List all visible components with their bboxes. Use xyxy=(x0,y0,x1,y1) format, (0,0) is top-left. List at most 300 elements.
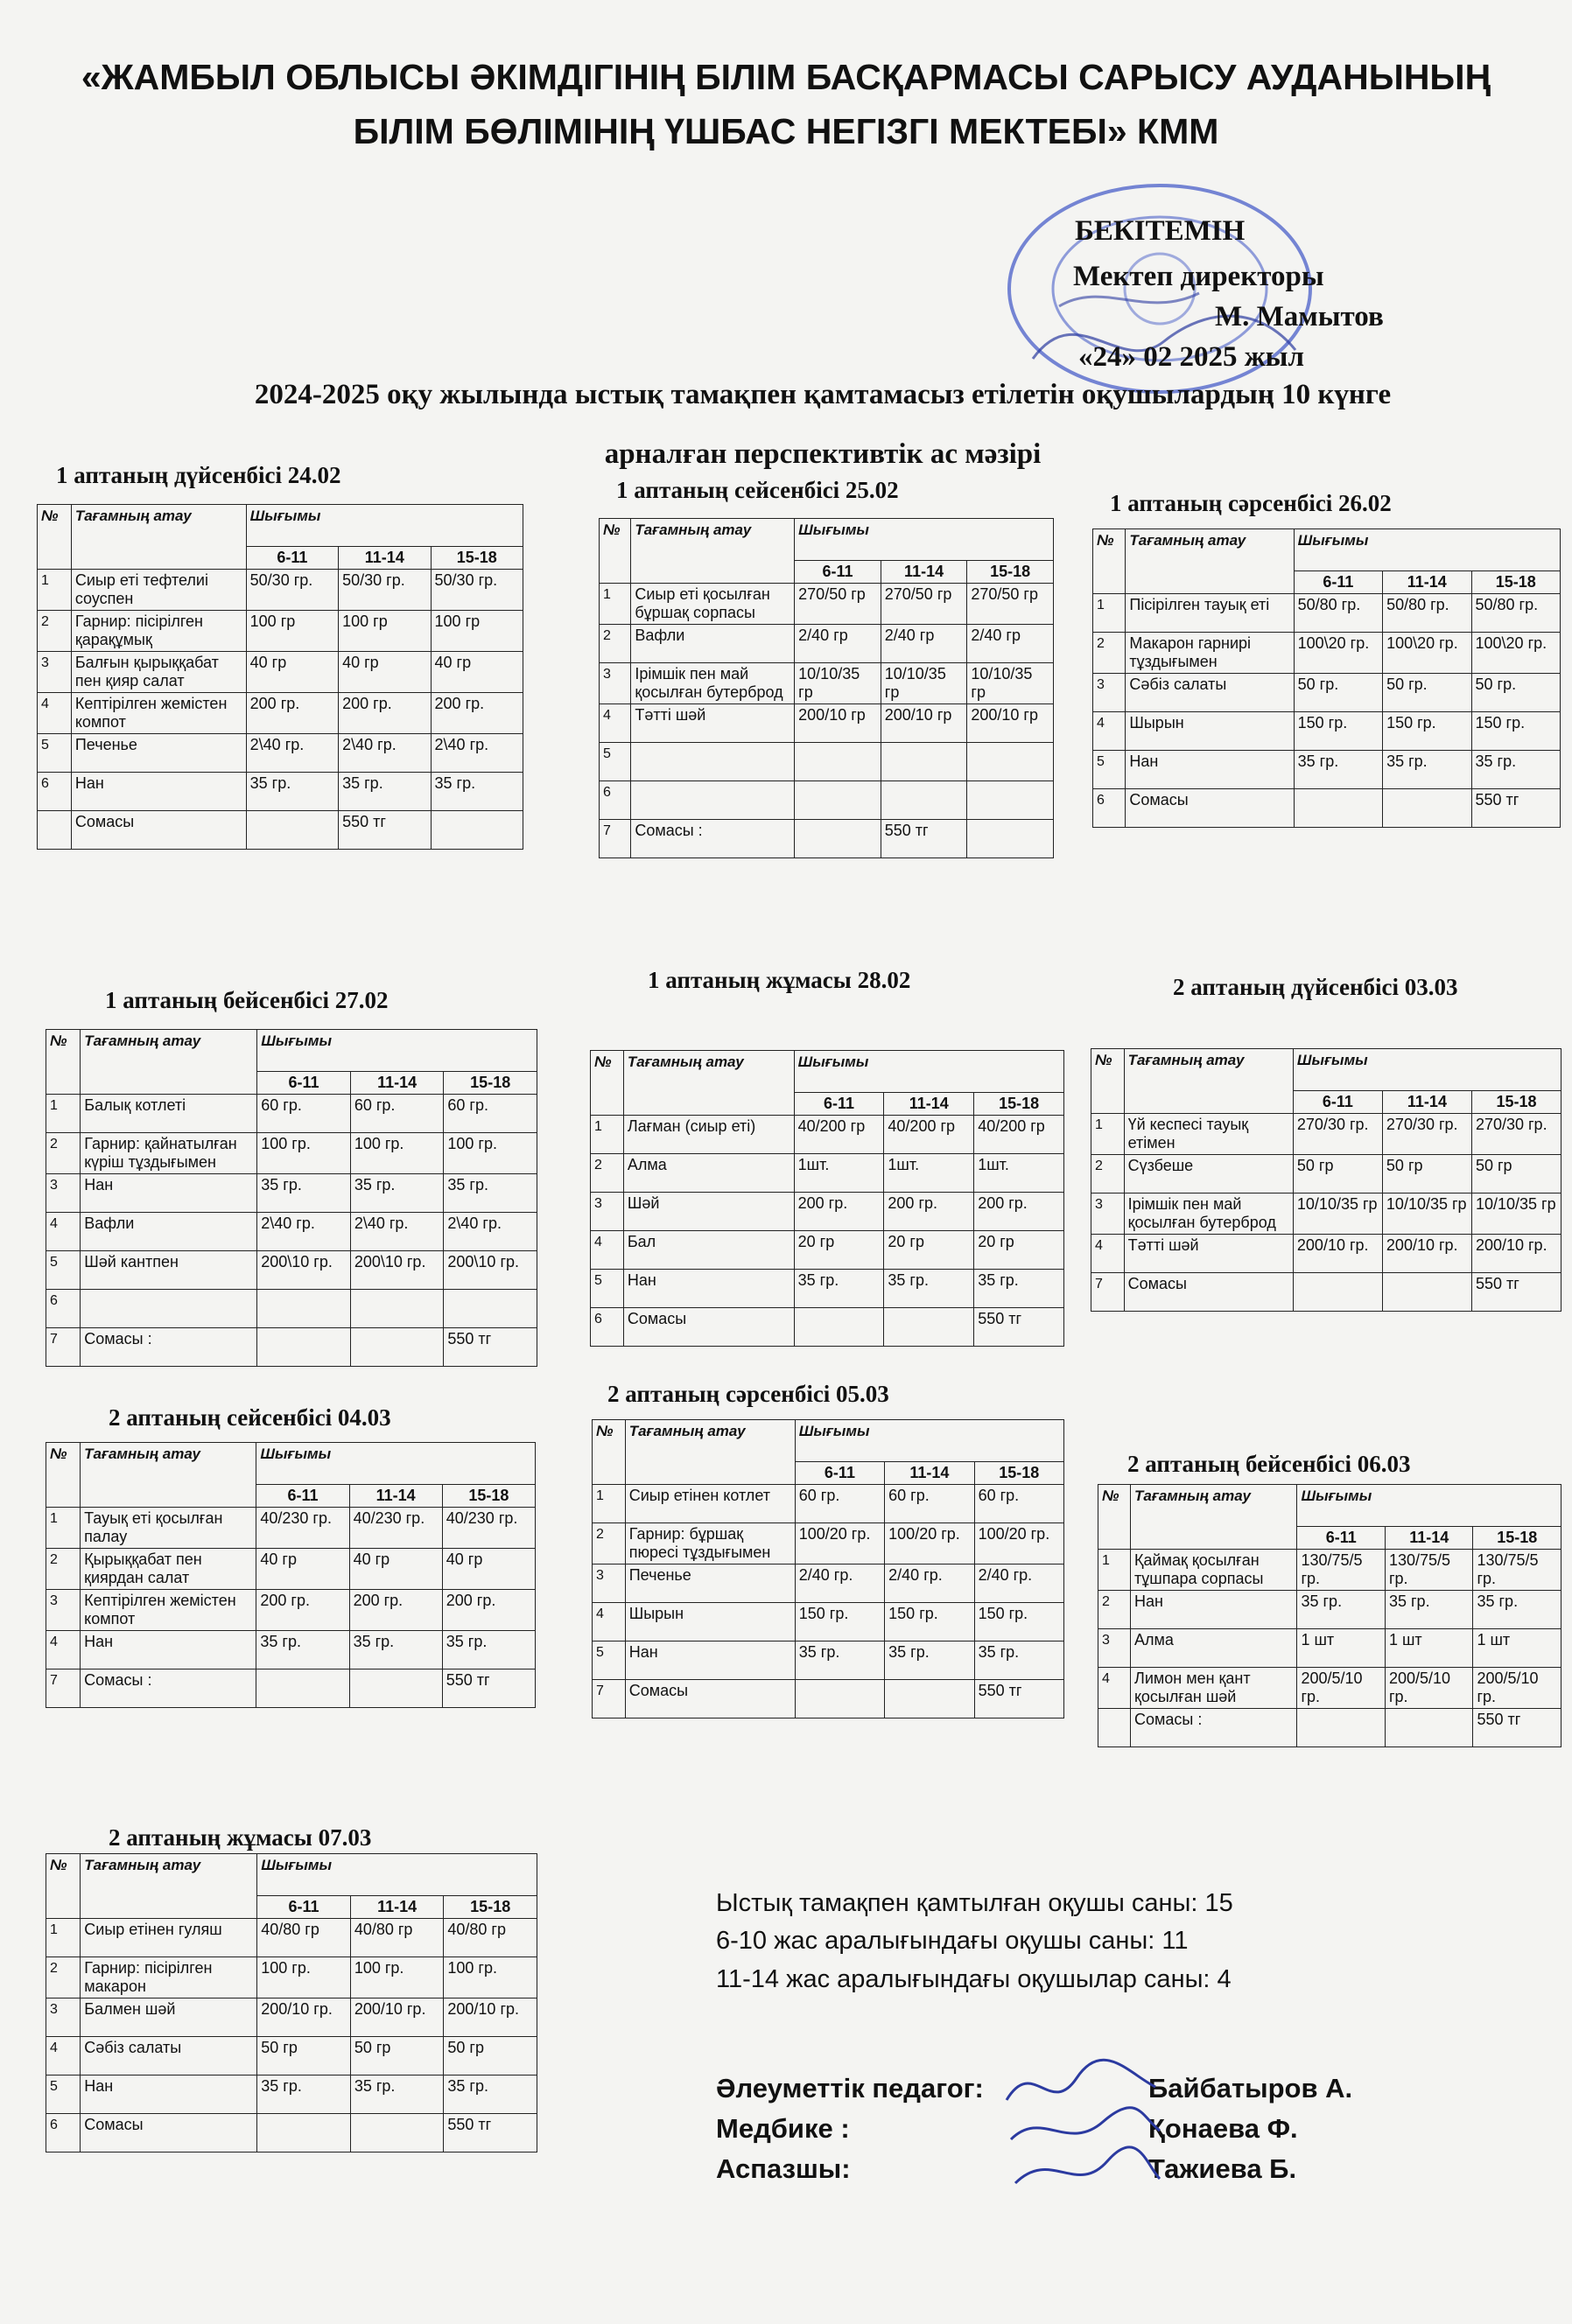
info-total-students: Ыстық тамақпен қамтылған оқушы саны: 15 xyxy=(716,1889,1233,1917)
portion-11-14: 200/5/10 гр. xyxy=(1385,1668,1473,1709)
portion-15-18: 200/10 гр xyxy=(967,704,1054,743)
menu-table-7 xyxy=(46,1442,536,1708)
portion-15-18: 130/75/5 гр. xyxy=(1473,1550,1561,1591)
approve-title: БЕКІТЕМІН xyxy=(1075,215,1246,247)
col-header-num: № xyxy=(38,505,72,570)
portion-15-18: 100\20 гр. xyxy=(1471,633,1560,674)
col-header-age-11-14: 11-14 xyxy=(881,561,967,584)
portion-6-11: 40/200 гр xyxy=(794,1116,884,1154)
portion-15-18 xyxy=(967,820,1054,858)
portion-11-14: 270/50 гр xyxy=(881,584,967,625)
day-title: 2 аптаның сәрсенбісі 05.03 xyxy=(607,1381,889,1407)
row-number: 3 xyxy=(600,663,631,704)
dish-name: Гарнир: пісірілген макарон xyxy=(81,1957,257,1998)
table-row xyxy=(1091,1155,1561,1194)
portion-11-14: 100/20 гр. xyxy=(885,1523,974,1564)
portion-11-14: 20 гр xyxy=(884,1231,974,1270)
menu-table-9 xyxy=(1098,1484,1561,1747)
table-row xyxy=(46,1251,537,1290)
table-row xyxy=(600,663,1054,704)
dish-name: Балғын қырыққабат пен қияр салат xyxy=(71,652,246,693)
col-header-num: № xyxy=(1093,529,1126,594)
menu-title-line-1: 2024-2025 оқу жылында ыстық тамақпен қамтамасыз етілетін оқушылардың 10 күнге xyxy=(254,379,1392,410)
table-row xyxy=(46,2076,537,2114)
portion-11-14 xyxy=(350,1328,444,1367)
col-header-yield: Шығымы xyxy=(1297,1485,1561,1527)
table-row xyxy=(46,2037,537,2076)
portion-15-18: 200/10 гр. xyxy=(1471,1235,1561,1273)
portion-11-14: 40 гр xyxy=(339,652,431,693)
signature-role: Аспазшы: xyxy=(716,2153,851,2184)
dish-name: Нан xyxy=(81,1631,256,1670)
table-row xyxy=(591,1154,1064,1193)
dish-name xyxy=(631,781,795,820)
dish-name xyxy=(631,743,795,781)
dish-name: Шәй кантпен xyxy=(81,1251,257,1290)
table-row xyxy=(1093,789,1561,828)
portion-6-11 xyxy=(1293,1273,1382,1312)
portion-11-14: 1шт. xyxy=(884,1154,974,1193)
portion-15-18: 550 тг xyxy=(974,1308,1064,1347)
dish-name: Нан xyxy=(81,2076,257,2114)
row-number: 4 xyxy=(1098,1668,1131,1709)
portion-11-14: 150 гр. xyxy=(1383,712,1471,751)
col-header-age-6-11: 6-11 xyxy=(246,547,338,570)
portion-11-14: 100 гр. xyxy=(350,1957,444,1998)
row-number: 2 xyxy=(46,1549,81,1590)
col-header-age-6-11: 6-11 xyxy=(795,1462,884,1485)
col-header-yield: Шығымы xyxy=(1294,529,1560,571)
row-number: 7 xyxy=(46,1328,81,1367)
table-row xyxy=(46,1549,536,1590)
row-number: 7 xyxy=(46,1670,81,1708)
portion-15-18: 20 гр xyxy=(974,1231,1064,1270)
portion-11-14: 200 гр. xyxy=(884,1193,974,1231)
portion-11-14: 35 гр. xyxy=(885,1642,974,1680)
portion-15-18: 200/5/10 гр. xyxy=(1473,1668,1561,1709)
portion-15-18: 550 тг xyxy=(1473,1709,1561,1747)
row-number: 1 xyxy=(591,1116,624,1154)
row-number: 4 xyxy=(46,2037,81,2076)
dish-name: Нан xyxy=(1131,1591,1297,1629)
table-row xyxy=(593,1523,1064,1564)
col-header-age-11-14: 11-14 xyxy=(1382,1091,1471,1114)
signature-role: Медбике : xyxy=(716,2113,850,2144)
col-header-age-15-18: 15-18 xyxy=(444,1072,537,1095)
table-row xyxy=(38,570,523,611)
table-row xyxy=(593,1485,1064,1523)
dish-name: Сәбіз салаты xyxy=(1126,674,1294,712)
portion-6-11: 35 гр. xyxy=(246,773,338,811)
table-row xyxy=(38,811,523,850)
portion-11-14 xyxy=(884,1308,974,1347)
col-header-name: Тағамның атау xyxy=(71,505,246,570)
portion-6-11: 200/10 гр. xyxy=(1293,1235,1382,1273)
row-number: 5 xyxy=(593,1642,626,1680)
row-number: 5 xyxy=(46,2076,81,2114)
row-number: 3 xyxy=(1098,1629,1131,1668)
dish-name: Нан xyxy=(81,1174,257,1213)
row-number: 4 xyxy=(46,1213,81,1251)
col-header-yield: Шығымы xyxy=(794,1051,1063,1093)
table-row xyxy=(1098,1668,1561,1709)
portion-11-14: 50 гр xyxy=(1382,1155,1471,1194)
dish-name: Тәтті шәй xyxy=(631,704,795,743)
portion-6-11: 40/230 гр. xyxy=(256,1508,349,1549)
dish-name: Сәбіз салаты xyxy=(81,2037,257,2076)
dish-name: Макарон гарнирі тұздығымен xyxy=(1126,633,1294,674)
menu-table-1 xyxy=(37,504,523,850)
portion-11-14 xyxy=(349,1670,442,1708)
table-row xyxy=(1093,712,1561,751)
table-row xyxy=(1093,633,1561,674)
portion-6-11: 150 гр. xyxy=(1294,712,1382,751)
table-row xyxy=(38,773,523,811)
portion-11-14: 2\40 гр. xyxy=(339,734,431,773)
row-number: 6 xyxy=(46,2114,81,2152)
row-number: 3 xyxy=(593,1564,626,1603)
portion-6-11 xyxy=(256,1670,349,1708)
col-header-yield: Шығымы xyxy=(1293,1049,1561,1091)
row-number: 1 xyxy=(38,570,72,611)
row-number xyxy=(38,811,72,850)
col-header-num: № xyxy=(1098,1485,1131,1550)
row-number: 5 xyxy=(46,1251,81,1290)
portion-15-18 xyxy=(967,743,1054,781)
row-number: 6 xyxy=(46,1290,81,1328)
portion-15-18: 40/230 гр. xyxy=(442,1508,535,1549)
row-number: 1 xyxy=(593,1485,626,1523)
dish-name: Алма xyxy=(623,1154,794,1193)
portion-11-14: 60 гр. xyxy=(350,1095,444,1133)
menu-table-3 xyxy=(1092,528,1561,828)
portion-11-14: 550 тг xyxy=(339,811,431,850)
table-row xyxy=(1091,1114,1561,1155)
portion-11-14: 2/40 гр. xyxy=(885,1564,974,1603)
dish-name: Вафли xyxy=(81,1213,257,1251)
signature-name: Қонаева Ф. xyxy=(1148,2113,1298,2144)
day-title: 1 аптаның бейсенбісі 27.02 xyxy=(105,987,389,1013)
portion-6-11: 35 гр. xyxy=(1297,1591,1386,1629)
dish-name: Балық котлеті xyxy=(81,1095,257,1133)
col-header-age-6-11: 6-11 xyxy=(257,1072,351,1095)
dish-name: Сомасы xyxy=(625,1680,795,1718)
row-number: 3 xyxy=(1093,674,1126,712)
day-title: 1 аптаның сәрсенбісі 26.02 xyxy=(1110,490,1392,516)
portion-6-11: 35 гр. xyxy=(795,1642,884,1680)
col-header-num: № xyxy=(591,1051,624,1116)
table-row xyxy=(1093,674,1561,712)
dish-name: Ірімшік пен май қосылған бутерброд xyxy=(1124,1194,1293,1235)
col-header-yield: Шығымы xyxy=(257,1030,537,1072)
portion-15-18: 2/40 гр xyxy=(967,625,1054,663)
dish-name: Гарнир: бұршақ пюресі тұздығымен xyxy=(625,1523,795,1564)
portion-6-11: 20 гр xyxy=(794,1231,884,1270)
portion-6-11: 100 гр xyxy=(246,611,338,652)
table-row xyxy=(1098,1709,1561,1747)
portion-15-18: 35 гр. xyxy=(1473,1591,1561,1629)
table-row xyxy=(46,1631,536,1670)
portion-11-14: 200/10 гр. xyxy=(1382,1235,1471,1273)
portion-11-14: 200/10 гр. xyxy=(350,1998,444,2037)
portion-15-18: 35 гр. xyxy=(444,1174,537,1213)
portion-6-11: 50/80 гр. xyxy=(1294,594,1382,633)
portion-11-14 xyxy=(350,2114,444,2152)
portion-11-14 xyxy=(1385,1709,1473,1747)
dish-name: Сомасы : xyxy=(1131,1709,1297,1747)
row-number: 3 xyxy=(1091,1194,1125,1235)
approve-name: М. Мамытов xyxy=(1215,301,1384,332)
col-header-age-6-11: 6-11 xyxy=(795,561,881,584)
table-row xyxy=(46,1290,537,1328)
row-number: 6 xyxy=(591,1308,624,1347)
portion-11-14: 200 гр. xyxy=(339,693,431,734)
dish-name: Шырын xyxy=(625,1603,795,1642)
portion-15-18: 50 гр xyxy=(1471,1155,1561,1194)
portion-15-18: 35 гр. xyxy=(974,1270,1064,1308)
col-header-yield: Шығымы xyxy=(246,505,523,547)
dish-name: Пісірілген тауық еті xyxy=(1126,594,1294,633)
portion-15-18: 40/200 гр xyxy=(974,1116,1064,1154)
col-header-age-15-18: 15-18 xyxy=(1471,1091,1561,1114)
dish-name: Сомасы xyxy=(1126,789,1294,828)
dish-name: Шәй xyxy=(623,1193,794,1231)
table-row xyxy=(46,1508,536,1549)
table-row xyxy=(1098,1629,1561,1668)
dish-name: Сомасы : xyxy=(81,1328,257,1367)
dish-name: Тауық еті қосылған палау xyxy=(81,1508,256,1549)
portion-6-11: 100\20 гр. xyxy=(1294,633,1382,674)
dish-name: Алма xyxy=(1131,1629,1297,1668)
portion-6-11: 200/10 гр. xyxy=(257,1998,351,2037)
portion-6-11: 50 гр xyxy=(1293,1155,1382,1194)
menu-title-line-2: арналған перспективтік ас мәзірі xyxy=(604,438,1042,470)
row-number: 5 xyxy=(38,734,72,773)
portion-15-18: 50/80 гр. xyxy=(1471,594,1560,633)
row-number: 2 xyxy=(46,1133,81,1174)
row-number: 2 xyxy=(38,611,72,652)
col-header-age-15-18: 15-18 xyxy=(974,1462,1063,1485)
portion-11-14: 35 гр. xyxy=(1383,751,1471,789)
row-number: 2 xyxy=(46,1957,81,1998)
portion-6-11 xyxy=(794,1308,884,1347)
row-number: 3 xyxy=(591,1193,624,1231)
table-row xyxy=(591,1270,1064,1308)
portion-15-18: 1шт. xyxy=(974,1154,1064,1193)
portion-11-14 xyxy=(350,1290,444,1328)
col-header-num: № xyxy=(46,1030,81,1095)
col-header-age-15-18: 15-18 xyxy=(967,561,1054,584)
portion-11-14: 550 тг xyxy=(881,820,967,858)
portion-11-14: 2\40 гр. xyxy=(350,1213,444,1251)
portion-11-14: 35 гр. xyxy=(349,1631,442,1670)
dish-name: Тәтті шәй xyxy=(1124,1235,1293,1273)
col-header-age-6-11: 6-11 xyxy=(1297,1527,1386,1550)
portion-6-11: 35 гр. xyxy=(257,2076,351,2114)
portion-11-14: 35 гр. xyxy=(884,1270,974,1308)
table-row xyxy=(593,1603,1064,1642)
col-header-name: Тағамның атау xyxy=(625,1420,795,1485)
dish-name: Үй кеспесі тауық етімен xyxy=(1124,1114,1293,1155)
table-row xyxy=(46,1957,537,1998)
dish-name: Кептірілген жемістен компот xyxy=(81,1590,256,1631)
col-header-name: Тағамның атау xyxy=(81,1443,256,1508)
day-title: 1 аптаның жұмасы 28.02 xyxy=(648,967,911,993)
dish-name: Гарнир: пісірілген қарақұмық xyxy=(71,611,246,652)
portion-11-14 xyxy=(881,781,967,820)
menu-table-6 xyxy=(1091,1048,1561,1312)
menu-table-8 xyxy=(592,1419,1064,1718)
row-number: 2 xyxy=(600,625,631,663)
portion-6-11: 100 гр. xyxy=(257,1957,351,1998)
portion-15-18: 150 гр. xyxy=(974,1603,1063,1642)
portion-11-14: 2/40 гр xyxy=(881,625,967,663)
col-header-age-11-14: 11-14 xyxy=(349,1485,442,1508)
col-header-yield: Шығымы xyxy=(795,519,1054,561)
portion-6-11 xyxy=(795,743,881,781)
row-number: 1 xyxy=(600,584,631,625)
portion-15-18: 150 гр. xyxy=(1471,712,1560,751)
table-row xyxy=(1091,1273,1561,1312)
day-title: 2 аптаның жұмасы 07.03 xyxy=(109,1824,372,1851)
table-row xyxy=(600,704,1054,743)
portion-11-14 xyxy=(885,1680,974,1718)
row-number: 2 xyxy=(1098,1591,1131,1629)
portion-11-14: 40 гр xyxy=(349,1549,442,1590)
portion-15-18: 60 гр. xyxy=(444,1095,537,1133)
portion-6-11: 60 гр. xyxy=(257,1095,351,1133)
portion-6-11: 130/75/5 гр. xyxy=(1297,1550,1386,1591)
portion-11-14: 270/30 гр. xyxy=(1382,1114,1471,1155)
portion-6-11: 270/50 гр xyxy=(795,584,881,625)
dish-name: Нан xyxy=(623,1270,794,1308)
col-header-name: Тағамның атау xyxy=(81,1854,257,1919)
portion-6-11: 40 гр xyxy=(246,652,338,693)
row-number: 4 xyxy=(1093,712,1126,751)
portion-15-18: 2\40 гр. xyxy=(444,1213,537,1251)
menu-table-2 xyxy=(599,518,1054,858)
portion-15-18: 200\10 гр. xyxy=(444,1251,537,1290)
portion-15-18: 100/20 гр. xyxy=(974,1523,1063,1564)
portion-6-11: 2\40 гр. xyxy=(257,1213,351,1251)
portion-6-11: 100/20 гр. xyxy=(795,1523,884,1564)
row-number: 4 xyxy=(591,1231,624,1270)
col-header-name: Тағамның атау xyxy=(1131,1485,1297,1550)
row-number: 2 xyxy=(1091,1155,1125,1194)
portion-15-18 xyxy=(444,1290,537,1328)
portion-6-11: 50 гр. xyxy=(1294,674,1382,712)
col-header-yield: Шығымы xyxy=(795,1420,1063,1462)
table-row xyxy=(593,1564,1064,1603)
portion-11-14: 50 гр xyxy=(350,2037,444,2076)
portion-15-18: 550 тг xyxy=(444,2114,537,2152)
row-number: 2 xyxy=(1093,633,1126,674)
portion-15-18: 40 гр xyxy=(431,652,523,693)
portion-15-18: 2/40 гр. xyxy=(974,1564,1063,1603)
col-header-name: Тағамның атау xyxy=(631,519,795,584)
table-row xyxy=(46,1174,537,1213)
table-row xyxy=(600,781,1054,820)
portion-15-18: 40 гр xyxy=(442,1549,535,1590)
col-header-num: № xyxy=(46,1854,81,1919)
portion-15-18: 2\40 гр. xyxy=(431,734,523,773)
portion-11-14: 1 шт xyxy=(1385,1629,1473,1668)
row-number: 5 xyxy=(1093,751,1126,789)
col-header-age-15-18: 15-18 xyxy=(1473,1527,1561,1550)
dish-name: Сомасы xyxy=(623,1308,794,1347)
table-row xyxy=(46,1670,536,1708)
table-row xyxy=(46,1133,537,1174)
row-number: 2 xyxy=(591,1154,624,1193)
col-header-num: № xyxy=(1091,1049,1125,1114)
col-header-name: Тағамның атау xyxy=(1126,529,1294,594)
row-number: 5 xyxy=(600,743,631,781)
col-header-age-11-14: 11-14 xyxy=(884,1093,974,1116)
portion-6-11: 150 гр. xyxy=(795,1603,884,1642)
col-header-age-6-11: 6-11 xyxy=(1294,571,1382,594)
portion-6-11 xyxy=(795,820,881,858)
portion-11-14: 50/80 гр. xyxy=(1383,594,1471,633)
portion-11-14: 10/10/35 гр xyxy=(1382,1194,1471,1235)
day-title: 2 аптаның бейсенбісі 06.03 xyxy=(1127,1451,1411,1477)
approve-position: Мектеп директоры xyxy=(1073,261,1324,292)
day-title: 2 аптаның дүйсенбісі 03.03 xyxy=(1173,974,1458,1000)
portion-11-14: 35 гр. xyxy=(350,1174,444,1213)
row-number: 7 xyxy=(1091,1273,1125,1312)
row-number: 3 xyxy=(38,652,72,693)
signature-role: Әлеуметтік педагог: xyxy=(716,2073,984,2104)
portion-6-11 xyxy=(1294,789,1382,828)
col-header-age-15-18: 15-18 xyxy=(431,547,523,570)
table-row xyxy=(591,1116,1064,1154)
table-row xyxy=(46,1213,537,1251)
portion-6-11 xyxy=(257,1328,351,1367)
portion-15-18: 35 гр. xyxy=(442,1631,535,1670)
col-header-age-11-14: 11-14 xyxy=(339,547,431,570)
portion-15-18: 50 гр. xyxy=(1471,674,1560,712)
portion-15-18: 50/30 гр. xyxy=(431,570,523,611)
table-row xyxy=(1098,1550,1561,1591)
table-row xyxy=(46,1590,536,1631)
row-number: 1 xyxy=(1098,1550,1131,1591)
table-row xyxy=(600,743,1054,781)
portion-15-18: 200/10 гр. xyxy=(444,1998,537,2037)
portion-6-11 xyxy=(246,811,338,850)
portion-6-11 xyxy=(257,2114,351,2152)
col-header-age-15-18: 15-18 xyxy=(1471,571,1560,594)
portion-6-11: 10/10/35 гр xyxy=(795,663,881,704)
portion-6-11 xyxy=(795,781,881,820)
portion-15-18: 550 тг xyxy=(444,1328,537,1367)
dish-name: Сиыр еті тефтелиі соуспен xyxy=(71,570,246,611)
dish-name: Сиыр еті қосылған бұршақ сорпасы xyxy=(631,584,795,625)
portion-11-14: 40/200 гр xyxy=(884,1116,974,1154)
col-header-age-11-14: 11-14 xyxy=(350,1896,444,1919)
portion-6-11: 2/40 гр xyxy=(795,625,881,663)
row-number: 4 xyxy=(46,1631,81,1670)
portion-6-11: 50 гр xyxy=(257,2037,351,2076)
table-row xyxy=(591,1308,1064,1347)
portion-15-18: 100 гр. xyxy=(444,1957,537,1998)
col-header-name: Тағамның атау xyxy=(1124,1049,1293,1114)
dish-name: Сомасы xyxy=(71,811,246,850)
row-number: 7 xyxy=(600,820,631,858)
row-number: 6 xyxy=(38,773,72,811)
col-header-name: Тағамның атау xyxy=(623,1051,794,1116)
portion-6-11: 50/30 гр. xyxy=(246,570,338,611)
row-number: 6 xyxy=(600,781,631,820)
portion-6-11 xyxy=(1297,1709,1386,1747)
